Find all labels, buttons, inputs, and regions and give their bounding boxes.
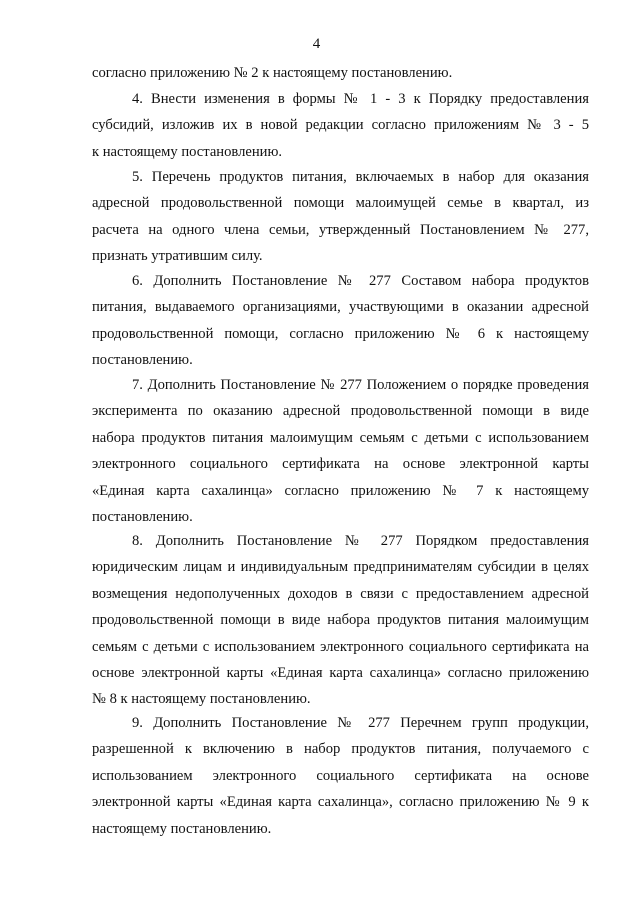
text-line: электронного социального сертификата на основе электронной карты (92, 456, 589, 473)
text-line: «Единая карта сахалинца» согласно приложению № 7 к настоящему (92, 482, 589, 499)
text-line: расчета на одного члена семьи, утвержденный Постановлением № 277, (92, 221, 589, 238)
text-line: № 8 к настоящему постановлению. (92, 691, 311, 708)
text-line: к настоящему постановлению. (92, 143, 283, 160)
paragraph-7 (92, 372, 589, 530)
text-line: 5. Перечень продуктов питания, включаемых в набор для оказания (132, 169, 589, 185)
text-line: эксперимента по оказанию адресной продовольственной помощи в виде (92, 403, 589, 420)
paragraph-6 (92, 268, 589, 374)
text-line: 9. Дополнить Постановление № 277 Перечнем групп продукции, (132, 715, 589, 731)
text-line: субсидий, изложив их в новой редакции согласно приложениям № 3 - 5 (92, 117, 589, 134)
text-line: 7. Дополнить Постановление № 277 Положением о порядке проведения (132, 377, 589, 393)
text-line: использованием электронного социального сертификата на основе (92, 767, 589, 784)
text-line: 8. Дополнить Постановление № 277 Порядком предоставления (132, 533, 589, 549)
text-line: постановлению. (92, 352, 193, 369)
text-line: 6. Дополнить Постановление № 277 Составом набора продуктов (132, 273, 589, 289)
paragraph-4 (92, 86, 589, 165)
text-line: семьям с детьми с использованием электронного социального сертификата на (92, 638, 589, 655)
paragraph-8 (92, 528, 589, 713)
text-line: разрешенной к включению в набор продуктов питания, получаемого с (92, 741, 589, 758)
text-line: продовольственной помощи в виде набора продуктов питания малоимущим (92, 612, 589, 629)
text-line: адресной продовольственной помощи малоимущей семье в квартал, из (92, 195, 589, 212)
text-line: согласно приложению № 2 к настоящему постановлению. (92, 65, 453, 81)
text-line: признать утратившим силу. (92, 248, 263, 265)
text-line: основе электронной карты «Единая карта сахалинца» согласно приложению (92, 664, 589, 681)
text-line: юридическим лицам и индивидуальным предпринимателям субсидии в целях (92, 559, 589, 576)
paragraph-9 (92, 710, 589, 842)
text-line: набора продуктов питания малоимущим семьям с детьми с использованием (92, 429, 589, 446)
page-number: 4 (312, 36, 321, 52)
text-line: 4. Внести изменения в формы № 1 - 3 к Порядку предоставления (132, 91, 589, 107)
text-line: электронной карты «Единая карта сахалинца», согласно приложению № 9 к (92, 794, 589, 811)
text-line: постановлению. (92, 508, 193, 525)
text-line: продовольственной помощи, согласно приложению № 6 к настоящему (92, 325, 589, 342)
text-line: возмещения недополученных доходов в связи с предоставлением адресной (92, 585, 589, 602)
text-line: питания, выдаваемого организациями, участвующими в оказании адресной (92, 299, 589, 316)
paragraph-5 (92, 164, 589, 270)
paragraph-3-tail (92, 60, 589, 86)
text-line: настоящему постановлению. (92, 820, 272, 837)
